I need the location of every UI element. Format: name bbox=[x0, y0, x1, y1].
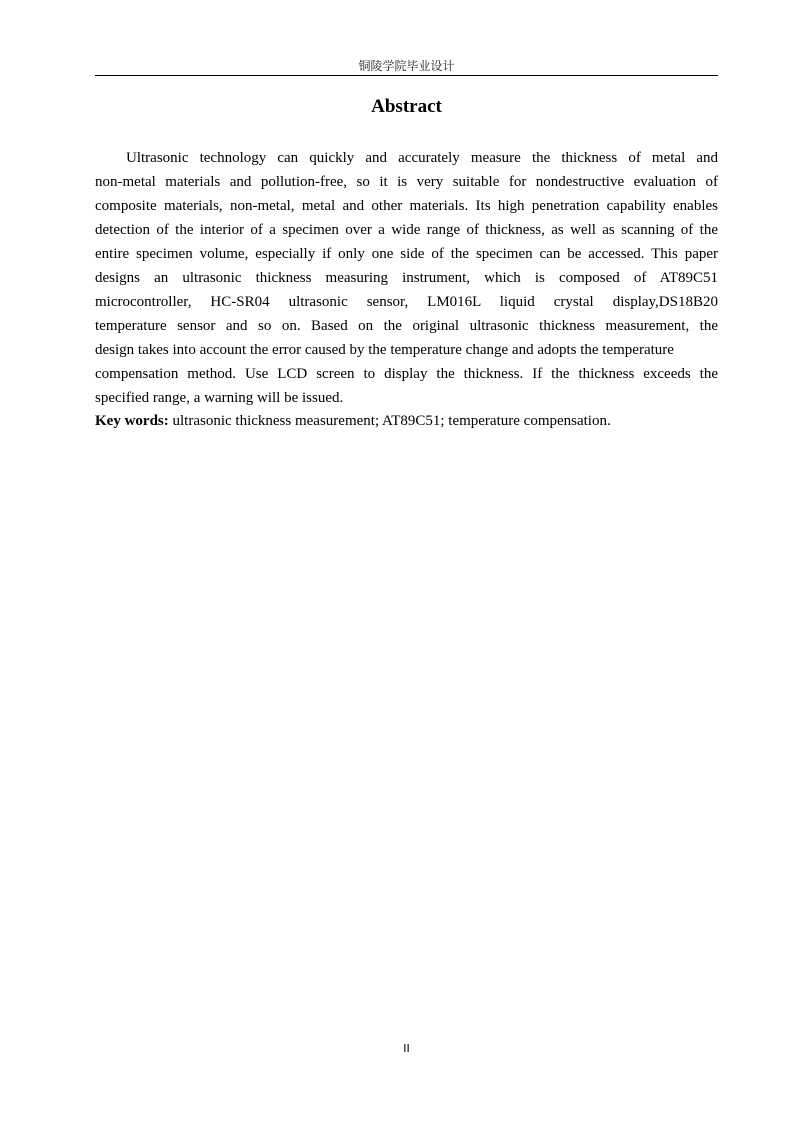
abstract-line: designs an ultrasonic thickness measuring instrument, which is composed of AT89C51 bbox=[95, 270, 718, 286]
keywords bbox=[95, 409, 718, 433]
abstract-line: entire specimen volume, especially if only one side of the specimen can be accessed. This paper bbox=[95, 246, 718, 262]
abstract-line: microcontroller, HC-SR04 ultrasonic sensor, LM016L liquid crystal display,DS18B20 bbox=[95, 294, 718, 310]
abstract-line: detection of the interior of a specimen over a wide range of thickness, as well as scanning of the bbox=[95, 222, 718, 238]
abstract-line: non-metal materials and pollution-free, so it is very suitable for nondestructive evaluation of bbox=[95, 174, 718, 190]
abstract-line: design takes into account the error caused by the temperature change and adopts the temperature bbox=[95, 342, 674, 358]
abstract-title: Abstract bbox=[371, 96, 442, 117]
abstract-line: composite materials, non-metal, metal and other materials. Its high penetration capability enables bbox=[95, 198, 718, 214]
abstract-paragraph bbox=[95, 146, 718, 410]
abstract-line: Ultrasonic technology can quickly and accurately measure the thickness of metal and bbox=[126, 150, 718, 166]
abstract-line: temperature sensor and so on. Based on the original ultrasonic thickness measurement, the bbox=[95, 318, 718, 334]
header-rule bbox=[95, 75, 718, 76]
page-number: II bbox=[403, 1042, 410, 1055]
abstract-line: specified range, a warning will be issued. bbox=[95, 390, 344, 406]
keywords-text: ultrasonic thickness measurement; AT89C51; temperature compensation. bbox=[168, 413, 611, 429]
running-header: 铜陵学院毕业设计 bbox=[358, 59, 455, 73]
keywords-label: Key words: bbox=[95, 413, 169, 429]
abstract-line: compensation method. Use LCD screen to display the thickness. If the thickness exceeds the bbox=[95, 366, 718, 382]
